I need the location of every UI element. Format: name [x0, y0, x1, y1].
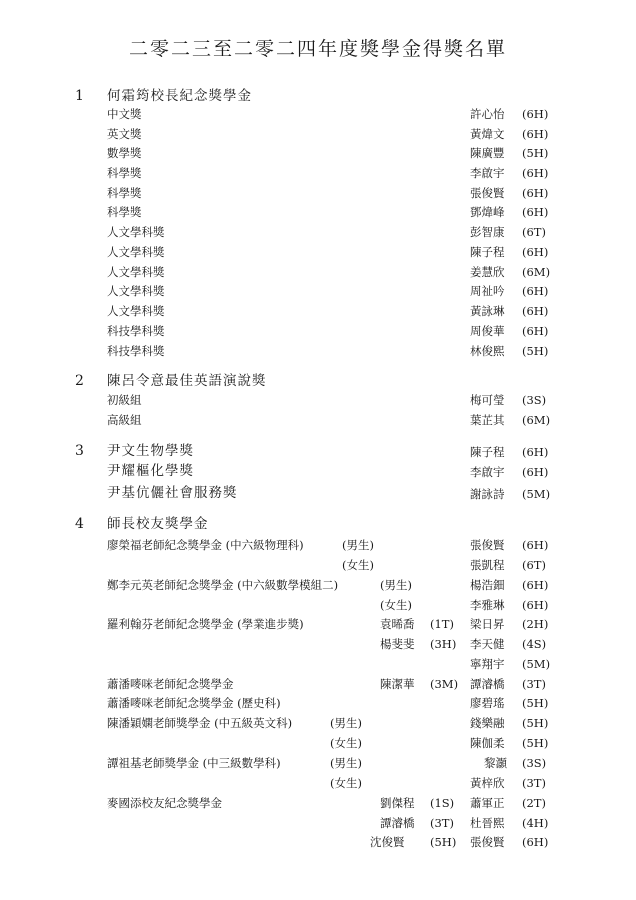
student-name: 梁日昇: [470, 617, 505, 631]
class-code: (6H): [522, 598, 549, 612]
student-name: 袁晞喬: [380, 617, 415, 631]
class-code: (6H): [522, 538, 549, 552]
class-code: (5H): [522, 696, 549, 710]
class-code: (2H): [522, 617, 549, 631]
award-item: 人文學科獎: [107, 225, 165, 239]
section-1-number: 1: [75, 88, 84, 104]
award-item: 廖榮福老師紀念獎學金 (中六級物理科): [107, 538, 304, 552]
student-name: 沈俊賢: [370, 835, 405, 849]
student-name: 李啟宇: [470, 166, 505, 180]
award-item: 麥國添校友紀念獎學金: [107, 796, 222, 810]
class-code: (5H): [522, 146, 549, 160]
class-code: (6H): [522, 324, 549, 338]
student-name: 彭智康: [470, 225, 505, 239]
award-item: 尹基伉儷社會服務獎: [107, 485, 238, 501]
class-code: (5H): [522, 344, 549, 358]
class-code: (6H): [522, 578, 549, 592]
gender-label: (男生): [380, 578, 412, 592]
class-code: (6H): [522, 465, 549, 479]
student-name: 黃梓欣: [470, 776, 505, 790]
class-code: (6M): [522, 413, 551, 427]
student-name: 李天健: [470, 637, 505, 651]
class-code: (3T): [522, 677, 546, 691]
class-code: (4H): [522, 816, 549, 830]
class-code: (6M): [522, 265, 551, 279]
award-item: 人文學科獎: [107, 245, 165, 259]
class-code: (6H): [522, 205, 549, 219]
class-code: (4S): [522, 637, 547, 651]
award-item: 陳潘穎嫻老師獎學金 (中五級英文科): [107, 716, 293, 730]
student-name: 楊斐斐: [380, 637, 415, 651]
gender-label: (女生): [330, 736, 362, 750]
student-name: 譚濬橋: [380, 816, 415, 830]
section-2-number: 2: [75, 373, 84, 389]
student-name: 黃煒文: [470, 127, 505, 141]
class-code: (6H): [522, 284, 549, 298]
student-name: 黃詠琳: [470, 304, 505, 318]
class-code: (3S): [522, 756, 547, 770]
student-name: 謝詠詩: [470, 487, 505, 501]
class-code: (3S): [522, 393, 547, 407]
section-4-heading: 師長校友獎學金: [107, 516, 209, 532]
student-name: 張凱程: [470, 558, 505, 572]
class-code: (1S): [430, 796, 455, 810]
class-code: (6H): [522, 166, 549, 180]
class-code: (3M): [430, 677, 459, 691]
student-name: 李雅琳: [470, 598, 505, 612]
gender-label: (男生): [342, 538, 374, 552]
student-name: 葉芷其: [470, 413, 505, 427]
award-item: 羅利翰芬老師紀念獎學金 (學業進步獎): [107, 617, 304, 631]
award-item: 人文學科獎: [107, 284, 165, 298]
class-code: (6H): [522, 304, 549, 318]
student-name: 黎灝: [484, 756, 507, 770]
class-code: (1T): [430, 617, 454, 631]
award-item: 科學獎: [107, 205, 142, 219]
student-name: 張俊賢: [470, 538, 505, 552]
award-item: 中文獎: [107, 107, 142, 121]
student-name: 廖碧瑤: [470, 696, 505, 710]
gender-label: (男生): [330, 716, 362, 730]
student-name: 劉傑程: [380, 796, 415, 810]
award-item: 人文學科獎: [107, 304, 165, 318]
student-name: 鄧煒峰: [470, 205, 505, 219]
student-name: 陳伽柔: [470, 736, 505, 750]
student-name: 張俊賢: [470, 835, 505, 849]
award-item: 高級組: [107, 413, 142, 427]
award-item: 科技學科獎: [107, 324, 165, 338]
student-name: 姜慧欣: [470, 265, 505, 279]
student-name: 梅可瑩: [470, 393, 505, 407]
section-4-number: 4: [75, 516, 84, 532]
student-name: 寧翔宇: [470, 657, 505, 671]
student-name: 蕭軍正: [470, 796, 505, 810]
section-2-heading: 陳呂令意最佳英語演說獎: [107, 373, 267, 389]
student-name: 張俊賢: [470, 186, 505, 200]
award-item: 人文學科獎: [107, 265, 165, 279]
student-name: 許心怡: [470, 107, 505, 121]
award-item: 譚祖基老師獎學金 (中三級數學科): [107, 756, 281, 770]
class-code: (6T): [522, 558, 546, 572]
class-code: (6H): [522, 835, 549, 849]
class-code: (6H): [522, 127, 549, 141]
section-3-number: 3: [75, 443, 84, 459]
student-name: 杜晉熙: [470, 816, 505, 830]
student-name: 陳子程: [470, 245, 505, 259]
award-item: 鄭李元英老師紀念獎學金 (中六級數學模組二): [107, 578, 339, 592]
gender-label: (女生): [330, 776, 362, 790]
class-code: (5H): [522, 736, 549, 750]
award-item: 初級組: [107, 393, 142, 407]
gender-label: (女生): [380, 598, 412, 612]
student-name: 楊浩鈿: [470, 578, 505, 592]
class-code: (3T): [430, 816, 454, 830]
class-code: (6T): [522, 225, 546, 239]
award-item: 科技學科獎: [107, 344, 165, 358]
award-item: 尹文生物學獎: [107, 443, 194, 459]
student-name: 譚濬橋: [470, 677, 505, 691]
award-item: 科學獎: [107, 186, 142, 200]
award-item: 英文獎: [107, 127, 142, 141]
class-code: (2T): [522, 796, 546, 810]
student-name: 陳廣豐: [470, 146, 505, 160]
award-item: 科學獎: [107, 166, 142, 180]
gender-label: (男生): [330, 756, 362, 770]
award-item: 蕭潘嘜咪老師紀念獎學金 (歷史科): [107, 696, 281, 710]
award-item: 數學獎: [107, 146, 142, 160]
class-code: (6H): [522, 245, 549, 259]
class-code: (5H): [522, 716, 549, 730]
class-code: (5M): [522, 657, 551, 671]
class-code: (3H): [430, 637, 457, 651]
award-item: 蕭潘嘜咪老師紀念獎學金: [107, 677, 234, 691]
student-name: 林俊熙: [470, 344, 505, 358]
student-name: 陳潔華: [380, 677, 415, 691]
student-name: 周俊華: [470, 324, 505, 338]
student-name: 周祉吟: [470, 284, 505, 298]
class-code: (6H): [522, 107, 549, 121]
gender-label: (女生): [342, 558, 374, 572]
student-name: 錢樂融: [470, 716, 505, 730]
class-code: (6H): [522, 445, 549, 459]
page-title: 二零二三至二零二四年度獎學金得獎名單: [128, 38, 507, 60]
class-code: (5M): [522, 487, 551, 501]
class-code: (6H): [522, 186, 549, 200]
award-item: 尹耀樞化學獎: [107, 463, 194, 479]
student-name: 陳子程: [470, 445, 505, 459]
section-1-heading: 何霜筠校長紀念獎學金: [107, 88, 252, 104]
class-code: (5H): [430, 835, 457, 849]
class-code: (3T): [522, 776, 546, 790]
student-name: 李啟宇: [470, 465, 505, 479]
